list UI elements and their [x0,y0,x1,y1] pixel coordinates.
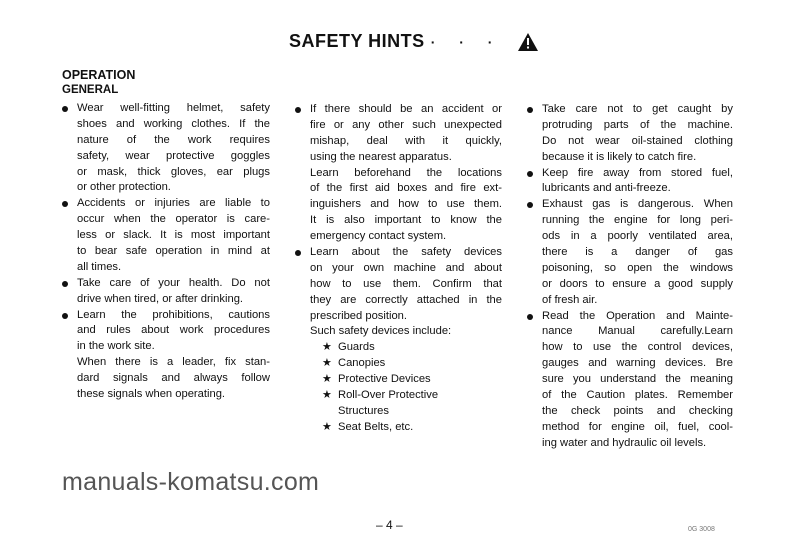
text-line: Protective Devices [338,373,431,386]
text-line: Do not wear oil-stained clothing [542,134,733,147]
bullet-item [542,166,733,198]
text-line: Exhaust gas is dangerous. When [542,198,733,211]
star-icon: ★ [322,341,332,354]
footer-code: 0G 3008 [688,526,715,533]
star-list-item [322,356,502,372]
text-line: ods in a poorly ventilated area, [542,230,733,243]
text-line: ing water and hydraulic oil levels. [542,436,707,449]
text-line: in the work site. [77,340,155,353]
text-line: running the engine for long peri- [542,214,733,227]
text-line: Seat Belts, etc. [338,420,414,433]
bullet-icon [295,107,301,113]
column-3 [542,102,733,452]
text-line: emergency contact system. [310,230,447,243]
text-line: dard signals and always follow [77,372,270,385]
text-line: When there is a leader, fix stan- [77,356,270,369]
text-line: how to use the control devices, [542,341,733,354]
text-line: Learn beforehand the locations [310,166,502,179]
section-heading: OPERATION [62,68,136,82]
star-icon: ★ [322,420,332,433]
text-line: Roll-Over Protective [338,389,439,402]
text-line: and rules about work procedures [77,324,270,337]
watermark: manuals-komatsu.com [62,468,320,496]
bullet-icon [62,106,68,112]
text-line: less or slack. It is most important [77,229,270,242]
bullet-icon [527,314,533,320]
warning-triangle-icon [518,33,538,51]
text-line: or doors to ensure a good supply [542,277,733,290]
text-line: or mask, thick gloves, ear plugs [77,165,270,178]
text-line: Canopies [338,357,386,370]
paragraph [310,324,502,340]
text-line: or other protection. [77,181,171,194]
text-line: gauges and warning devices. Bre [542,357,733,370]
star-list-item [322,420,502,436]
bullet-item [77,276,270,308]
column-2 [310,102,502,436]
text-line: because it is likely to catch fire. [542,150,697,163]
star-icon: ★ [322,389,332,402]
text-line: Keep fire away from stored fuel, [542,166,733,179]
text-line: occur when the operator is care- [77,213,270,226]
text-line: there is a danger of gas [542,246,733,259]
text-line: the check points and checking [542,404,733,417]
text-line: Learn about the safety devices [310,246,502,259]
bullet-item [542,309,733,452]
star-list-item [322,372,502,388]
text-line: how to use them. Confirm that [310,277,502,290]
text-line: method for engine oil, fuel, cool- [542,420,733,433]
page-title [289,31,502,52]
text-line: using the nearest apparatus. [310,150,452,163]
text-line: to bear safe operation in mind at [77,245,270,258]
bullet-item [310,245,502,324]
text-line: these signals when operating. [77,388,226,401]
text-line: poisoning, so open the windows [542,261,733,274]
text-line: all times. [77,260,122,273]
text-line: safety, wear protective goggles [77,149,270,162]
title-text: SAFETY HINTS [289,31,425,51]
paragraph [310,166,502,245]
text-line: sure you understand the meaning [542,373,733,386]
page-number: – 4 – [376,518,403,532]
bullet-item [310,102,502,166]
text-line: lubricants and anti-freeze. [542,182,671,195]
bullet-item [542,102,733,166]
column-1 [77,101,270,403]
text-line: inguishers and how to use them. [310,198,502,211]
bullet-icon [527,107,533,113]
star-list-item [322,388,502,420]
text-line: It is also important to know the [310,214,502,227]
bullet-icon [62,281,68,287]
text-line: of the Caution plates. Remember [542,389,733,402]
text-line: If there should be an accident or [310,103,502,115]
text-line: protruding parts of the machine. [542,118,733,131]
star-icon: ★ [322,373,332,386]
text-line: shoes and working clothes. If the [77,117,270,130]
bullet-icon [527,171,533,177]
text-line: Such safety devices include: [310,325,452,338]
text-line: Accidents or injuries are liable to [77,197,270,210]
text-line: Read the Operation and Mainte- [542,309,733,322]
text-line: Take care of your health. Do not [77,276,270,289]
star-list-item [322,340,502,356]
bullet-item [77,101,270,196]
title-dots: · · · [430,34,503,50]
text-line: Guards [338,341,375,354]
text-line: fire or any other such unexpected [310,118,502,131]
bullet-icon [62,313,68,319]
text-line: nature of the work requires [77,133,270,146]
paragraph [77,355,270,403]
text-line: Structures [338,404,389,417]
text-line: on your own machine and about [310,261,502,274]
text-line: mishap, deal with it quickly, [310,134,502,147]
text-line: Wear well-fitting helmet, safety [77,102,270,114]
text-line: prescribed position. [310,309,408,322]
text-line: they are correctly attached in the [310,293,502,306]
text-line: nance Manual carefully.Learn [542,325,733,338]
text-line: of the first aid boxes and fire ext- [310,182,502,195]
section-subheading: GENERAL [62,84,119,96]
bullet-icon [62,201,68,207]
star-icon: ★ [322,357,332,370]
bullet-item [77,308,270,356]
bullet-icon [527,202,533,208]
text-line: of fresh air. [542,293,598,306]
bullet-item [542,197,733,308]
text-line: drive when tired, or after drinking. [77,292,244,305]
text-line: Take care not to get caught by [542,103,733,115]
bullet-icon [295,250,301,256]
bullet-item [77,196,270,275]
text-line: Learn the prohibitions, cautions [77,308,270,321]
